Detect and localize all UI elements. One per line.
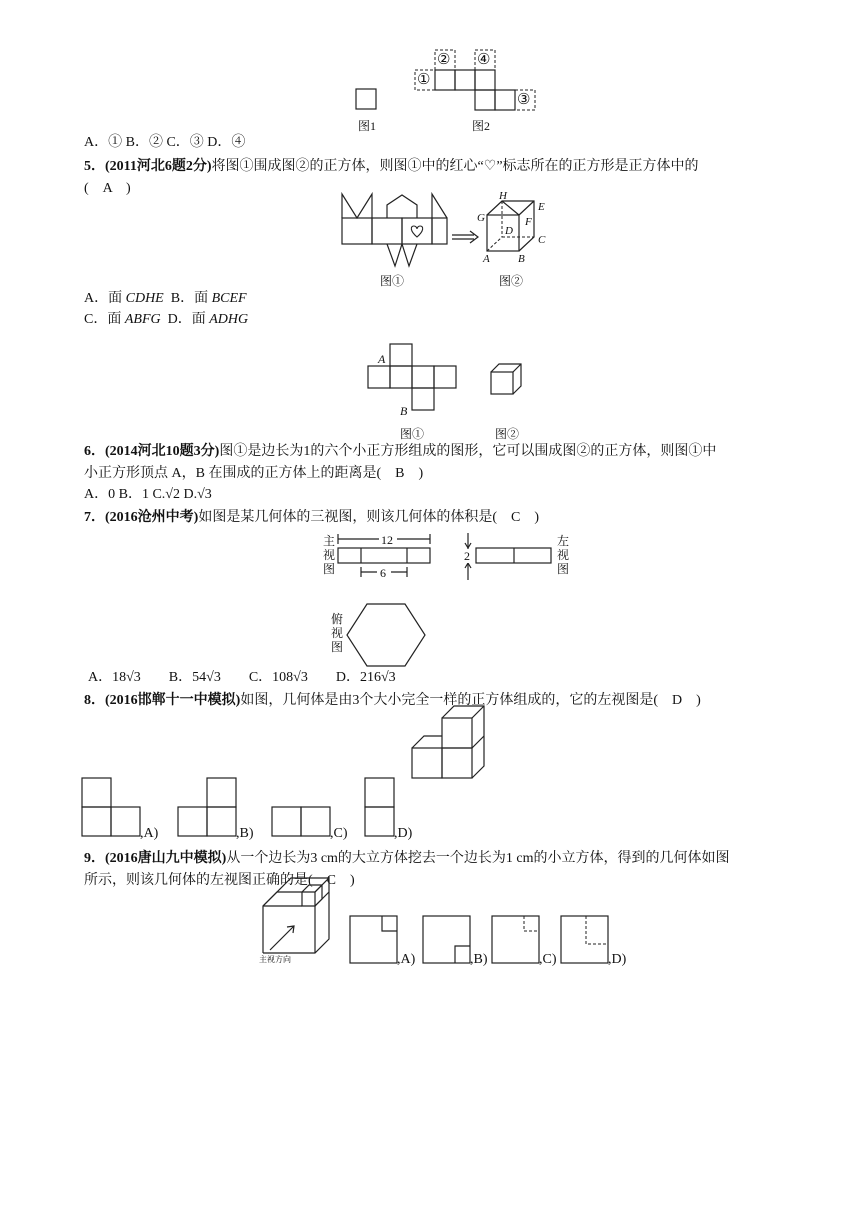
q6-vertex-b: B — [400, 404, 408, 418]
q9-opt-a-label: ,A) — [397, 952, 416, 967]
q5-face-adhg: ADHG — [209, 312, 249, 327]
q9-opt-a-notch — [382, 916, 397, 931]
q5-fig1-caption: 图① — [380, 274, 405, 288]
q8-opt-a-label: ,A) — [140, 826, 159, 841]
q9-opt-c-label: ,C) — [539, 952, 557, 967]
q5-number: 5． — [84, 159, 105, 174]
q5-vertex-h: H — [499, 190, 507, 202]
q7-dim-2: 2 — [464, 549, 470, 563]
q5-face-cdhe: CDHE — [125, 291, 164, 306]
q5-source: (2011河北6题2分) — [105, 159, 212, 174]
q4-fig1-caption: 图1 — [358, 119, 377, 133]
q9-opt-d-hidden-notch — [586, 916, 608, 944]
q9-opt-d-square — [561, 916, 608, 963]
q9-opt-b-square — [423, 916, 470, 963]
q6-options: A．0 B．1 C.√2 D.√3 — [84, 487, 212, 502]
q9-number: 9． — [84, 851, 105, 866]
q5-vertex-d: D — [505, 225, 513, 237]
q7-stem-text: 如图是某几何体的三视图，则该几何体的体积是( C ) — [198, 510, 539, 525]
q9-opt-a-square — [350, 916, 397, 963]
q6-vertex-a: A — [378, 352, 386, 366]
q9-notch — [302, 892, 315, 906]
q9-stem-a: 从一个边长为3 cm的大立方体挖去一个边长为1 cm的小立方体，得到的几何体如图 — [226, 851, 730, 866]
q7-side-view-label: 左视图 — [556, 534, 569, 576]
q9-notch-edge — [315, 885, 322, 892]
q5-face-abfg: ABFG — [124, 312, 161, 327]
q7-dim-6: 6 — [380, 566, 386, 580]
q6-stem-line2: 小正方形顶点 A，B 在围成的正方体上的距离是( B ) — [84, 466, 424, 481]
q5-vertex-g: G — [477, 212, 485, 224]
q7-options: A．18√3 B．54√3 C．108√3 D．216√3 — [88, 670, 396, 685]
q4-label-4: ④ — [477, 52, 491, 68]
q9-direction-label: 主视方向 — [259, 955, 291, 964]
q5-stem-a: 将图①围成图②的正方体，则图①中的红心“♡”标志所在的正方形是正方体中的 — [211, 159, 699, 174]
q6-fig2-caption: 图② — [495, 427, 520, 441]
q4-label-1: ① — [417, 72, 431, 88]
q4-label-2: ② — [437, 52, 451, 68]
q8-opt-c-label: ,C) — [330, 826, 348, 841]
q6-fig1-caption: 图① — [400, 427, 425, 441]
q7-number: 7． — [84, 510, 105, 525]
q9-opt-b-notch — [455, 946, 470, 963]
q5-face-bcef: BCEF — [211, 291, 247, 306]
q4-options: A．① B．② C．③ D．④ — [84, 135, 246, 150]
q9-opt-c-hidden-notch — [524, 916, 539, 931]
q7-source: (2016沧州中考) — [105, 510, 199, 525]
q9-cube-top — [263, 892, 277, 906]
q9-cube-outline — [263, 878, 329, 953]
q9-opt-b-label: ,B) — [470, 952, 488, 967]
arrow-icon — [270, 926, 294, 950]
q5-options-ab: A．面 CDHE B．面 BCEF — [84, 291, 247, 306]
q7-front-view-label: 主视图 — [322, 534, 335, 576]
q8-opt-b-label: ,B) — [236, 826, 254, 841]
q6-source: (2014河北10题3分) — [105, 444, 220, 459]
q7-top-view-label: 俯视图 — [330, 612, 343, 654]
q5-vertex-b: B — [518, 253, 525, 265]
q8-stem-text: 如图，几何体是由3个大小完全一样的正方体组成的，它的左视图是( D ) — [240, 693, 701, 708]
q5-vertex-e: E — [538, 201, 545, 213]
q9-stem-line2: 所示，则该几何体的左视图正确的是( C ) — [84, 873, 355, 888]
q5-answer: ( A ) — [84, 181, 131, 196]
q6-stem-a: 图①是边长为1的六个小正方形组成的图形，它可以围成图②的正方体，则图①中 — [219, 444, 717, 459]
q8-opt-d-label: ,D) — [394, 826, 413, 841]
q9-opt-d-label: ,D) — [608, 952, 627, 967]
q9-opt-c-square — [492, 916, 539, 963]
q5-vertex-a: A — [483, 253, 490, 265]
q4-label-3: ③ — [517, 92, 531, 108]
q5-options-cd: C．面 ABFG D．面 ADHG — [84, 312, 249, 327]
q6-number: 6． — [84, 444, 105, 459]
q7-dim-12: 12 — [381, 533, 393, 547]
q5-fig2-caption: 图② — [499, 274, 524, 288]
q5-vertex-c: C — [538, 234, 546, 246]
q8-number: 8． — [84, 693, 105, 708]
q9-source: (2016唐山九中模拟) — [105, 851, 227, 866]
q5-vertex-f: F — [525, 216, 532, 228]
q4-fig2-caption: 图2 — [472, 119, 491, 133]
q8-source: (2016邯郸十一中模拟) — [105, 693, 241, 708]
